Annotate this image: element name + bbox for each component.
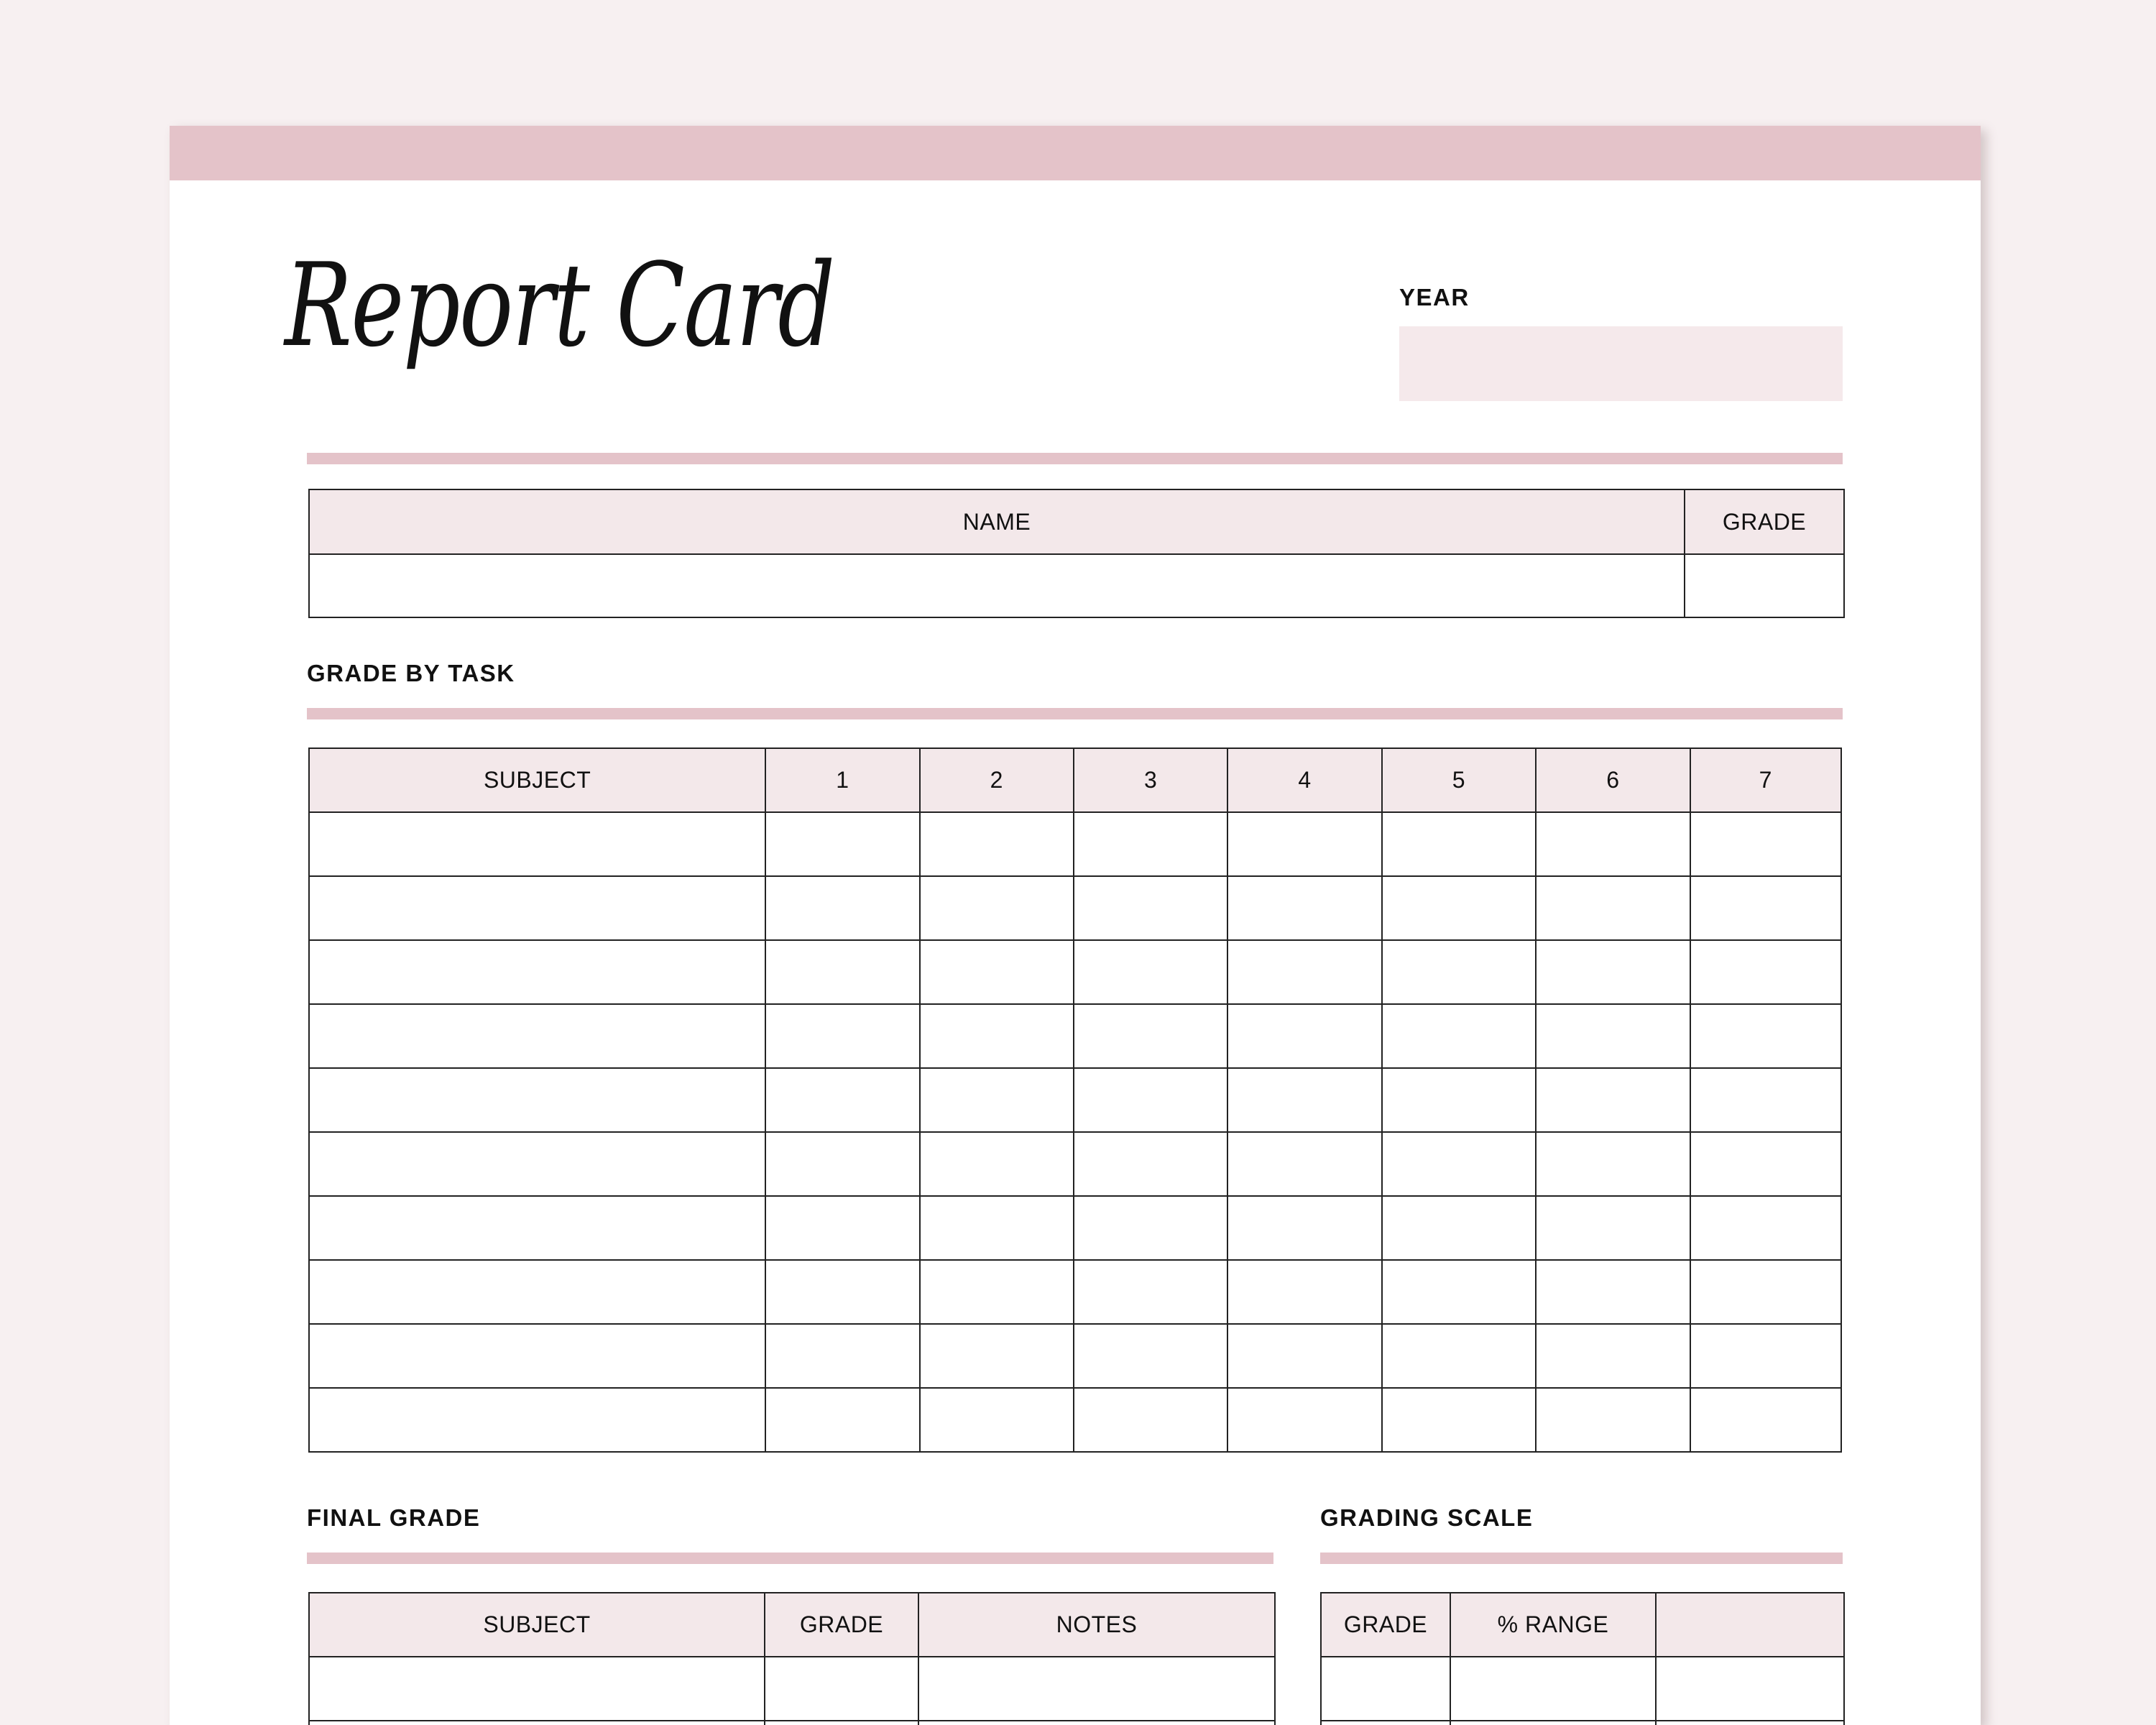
task-table-cell[interactable]	[920, 1260, 1074, 1324]
task-3-header: 3	[1074, 748, 1227, 812]
task-table-row	[309, 940, 1841, 1004]
task-table-cell[interactable]	[1536, 1068, 1690, 1132]
grade-header: GRADE	[1685, 489, 1844, 554]
task-table-cell[interactable]	[920, 1196, 1074, 1260]
task-table-cell[interactable]	[1690, 1132, 1841, 1196]
task-table-cell[interactable]	[1074, 876, 1227, 940]
final-table-cell[interactable]	[309, 1657, 765, 1721]
task-table-cell[interactable]	[309, 940, 765, 1004]
scale-extra-header	[1656, 1593, 1844, 1657]
task-table-cell[interactable]	[1536, 1004, 1690, 1068]
top-accent-band	[170, 126, 1981, 180]
final-grade-divider	[307, 1552, 1273, 1564]
grading-scale-heading: GRADING SCALE	[1320, 1504, 1534, 1531]
task-table-cell[interactable]	[1536, 940, 1690, 1004]
task-table-row	[309, 1324, 1841, 1388]
task-table-cell[interactable]	[1382, 876, 1536, 940]
grade-by-task-divider	[307, 708, 1843, 719]
task-table-cell[interactable]	[1382, 1132, 1536, 1196]
task-table-cell[interactable]	[920, 876, 1074, 940]
scale-range-header: % RANGE	[1450, 1593, 1656, 1657]
task-table-cell[interactable]	[1074, 940, 1227, 1004]
task-table-cell[interactable]	[1536, 876, 1690, 940]
scale-table-cell[interactable]	[1450, 1721, 1656, 1725]
task-table-cell[interactable]	[1074, 1388, 1227, 1452]
final-table-cell[interactable]	[918, 1721, 1275, 1725]
grading-scale-divider	[1320, 1552, 1843, 1564]
task-table-cell[interactable]	[1074, 1068, 1227, 1132]
final-table-row	[309, 1657, 1275, 1721]
task-table-row	[309, 1132, 1841, 1196]
task-table-cell[interactable]	[1690, 1068, 1841, 1132]
grading-scale-table	[1320, 1592, 1845, 1725]
task-table-cell[interactable]	[1536, 1196, 1690, 1260]
task-1-header: 1	[765, 748, 919, 812]
task-table-cell[interactable]	[765, 1324, 919, 1388]
task-table-cell[interactable]	[1227, 940, 1381, 1004]
task-table-cell[interactable]	[1227, 812, 1381, 876]
year-field[interactable]	[1399, 326, 1843, 401]
task-4-header: 4	[1227, 748, 1381, 812]
task-table-cell[interactable]	[920, 940, 1074, 1004]
task-table-cell[interactable]	[1690, 1196, 1841, 1260]
scale-grade-header: GRADE	[1321, 1593, 1450, 1657]
task-table-cell[interactable]	[309, 1324, 765, 1388]
task-table-row	[309, 876, 1841, 940]
year-label: YEAR	[1399, 284, 1470, 310]
final-notes-header: NOTES	[918, 1593, 1275, 1657]
final-table-cell[interactable]	[918, 1657, 1275, 1721]
task-table-cell[interactable]	[1690, 812, 1841, 876]
task-table-cell[interactable]	[1227, 1324, 1381, 1388]
task-table-cell[interactable]	[1227, 1132, 1381, 1196]
task-table-cell[interactable]	[1074, 812, 1227, 876]
task-table-row	[309, 812, 1841, 876]
task-table-cell[interactable]	[765, 1196, 919, 1260]
task-table-cell[interactable]	[1382, 1004, 1536, 1068]
task-table-row	[309, 1388, 1841, 1452]
scale-table-row	[1321, 1721, 1844, 1725]
final-table-cell[interactable]	[309, 1721, 765, 1725]
task-table-row	[309, 1004, 1841, 1068]
task-table-cell[interactable]	[309, 1132, 765, 1196]
scale-table-cell[interactable]	[1450, 1657, 1656, 1721]
task-table-cell[interactable]	[309, 1260, 765, 1324]
scale-table-cell[interactable]	[1656, 1657, 1844, 1721]
task-table-cell[interactable]	[1074, 1004, 1227, 1068]
task-table-cell[interactable]	[920, 1132, 1074, 1196]
task-6-header: 6	[1536, 748, 1690, 812]
task-table-cell[interactable]	[765, 1068, 919, 1132]
task-table-cell[interactable]	[1382, 1260, 1536, 1324]
task-table-cell[interactable]	[1690, 1388, 1841, 1452]
task-table-cell[interactable]	[1690, 1324, 1841, 1388]
scale-table-cell[interactable]	[1321, 1721, 1450, 1725]
name-header: NAME	[309, 489, 1685, 554]
scale-table-cell[interactable]	[1656, 1721, 1844, 1725]
task-table-cell[interactable]	[1382, 1196, 1536, 1260]
report-card-sheet	[170, 126, 1981, 1725]
final-grade-table	[308, 1592, 1276, 1725]
task-7-header: 7	[1690, 748, 1841, 812]
task-2-header: 2	[920, 748, 1074, 812]
task-table-cell[interactable]	[1227, 1388, 1381, 1452]
final-table-cell[interactable]	[765, 1657, 918, 1721]
task-table-cell[interactable]	[1382, 1388, 1536, 1452]
grade-by-task-heading: GRADE BY TASK	[307, 660, 515, 686]
task-table-cell[interactable]	[1382, 940, 1536, 1004]
task-table-cell[interactable]	[920, 1324, 1074, 1388]
title-divider	[307, 453, 1843, 464]
task-table-cell[interactable]	[1536, 1388, 1690, 1452]
task-table-cell[interactable]	[1074, 1260, 1227, 1324]
task-table-cell[interactable]	[309, 1196, 765, 1260]
task-table-cell[interactable]	[309, 812, 765, 876]
student-info-table	[308, 489, 1845, 618]
task-table-cell[interactable]	[1536, 1132, 1690, 1196]
task-table-cell[interactable]	[1227, 1068, 1381, 1132]
task-table-cell[interactable]	[309, 1004, 765, 1068]
task-table-cell[interactable]	[765, 812, 919, 876]
task-table-cell[interactable]	[1074, 1132, 1227, 1196]
task-table-cell[interactable]	[1074, 1196, 1227, 1260]
scale-table-cell[interactable]	[1321, 1657, 1450, 1721]
task-table-cell[interactable]	[309, 1068, 765, 1132]
task-table-cell[interactable]	[765, 1388, 919, 1452]
final-grade-heading: FINAL GRADE	[307, 1504, 481, 1531]
task-table-cell[interactable]	[920, 1004, 1074, 1068]
task-table-cell[interactable]	[1227, 876, 1381, 940]
task-table-cell[interactable]	[920, 812, 1074, 876]
task-table-cell[interactable]	[309, 876, 765, 940]
task-table-cell[interactable]	[765, 876, 919, 940]
task-table-cell[interactable]	[920, 1068, 1074, 1132]
task-table-cell[interactable]	[1382, 1324, 1536, 1388]
task-table-cell[interactable]	[1690, 940, 1841, 1004]
task-table-cell[interactable]	[1382, 812, 1536, 876]
final-grade-header: GRADE	[765, 1593, 918, 1657]
final-table-row	[309, 1721, 1275, 1725]
task-table-cell[interactable]	[1074, 1324, 1227, 1388]
grade-by-task-table	[308, 748, 1842, 1453]
scale-table-row	[1321, 1657, 1844, 1721]
final-table-cell[interactable]	[765, 1721, 918, 1725]
task-table-cell[interactable]	[1227, 1260, 1381, 1324]
task-table-cell[interactable]	[1690, 1004, 1841, 1068]
grade-cell[interactable]	[1685, 554, 1844, 617]
task-table-cell[interactable]	[309, 1388, 765, 1452]
task-table-cell[interactable]	[1690, 876, 1841, 940]
task-table-cell[interactable]	[765, 1260, 919, 1324]
task-table-cell[interactable]	[1227, 1196, 1381, 1260]
task-table-cell[interactable]	[1536, 1324, 1690, 1388]
task-table-row	[309, 1260, 1841, 1324]
final-subject-header: SUBJECT	[309, 1593, 765, 1657]
task-table-cell[interactable]	[1227, 1004, 1381, 1068]
name-cell[interactable]	[309, 554, 1685, 617]
task-table-cell[interactable]	[765, 1132, 919, 1196]
page-title: Report Card	[285, 238, 834, 372]
task-table-cell[interactable]	[1690, 1260, 1841, 1324]
task-table-row	[309, 1068, 1841, 1132]
task-5-header: 5	[1382, 748, 1536, 812]
task-table-cell[interactable]	[765, 1004, 919, 1068]
task-table-cell[interactable]	[1536, 812, 1690, 876]
task-table-cell[interactable]	[1536, 1260, 1690, 1324]
task-subject-header: SUBJECT	[309, 748, 765, 812]
task-table-cell[interactable]	[1382, 1068, 1536, 1132]
task-table-cell[interactable]	[920, 1388, 1074, 1452]
task-table-row	[309, 1196, 1841, 1260]
task-table-cell[interactable]	[765, 940, 919, 1004]
